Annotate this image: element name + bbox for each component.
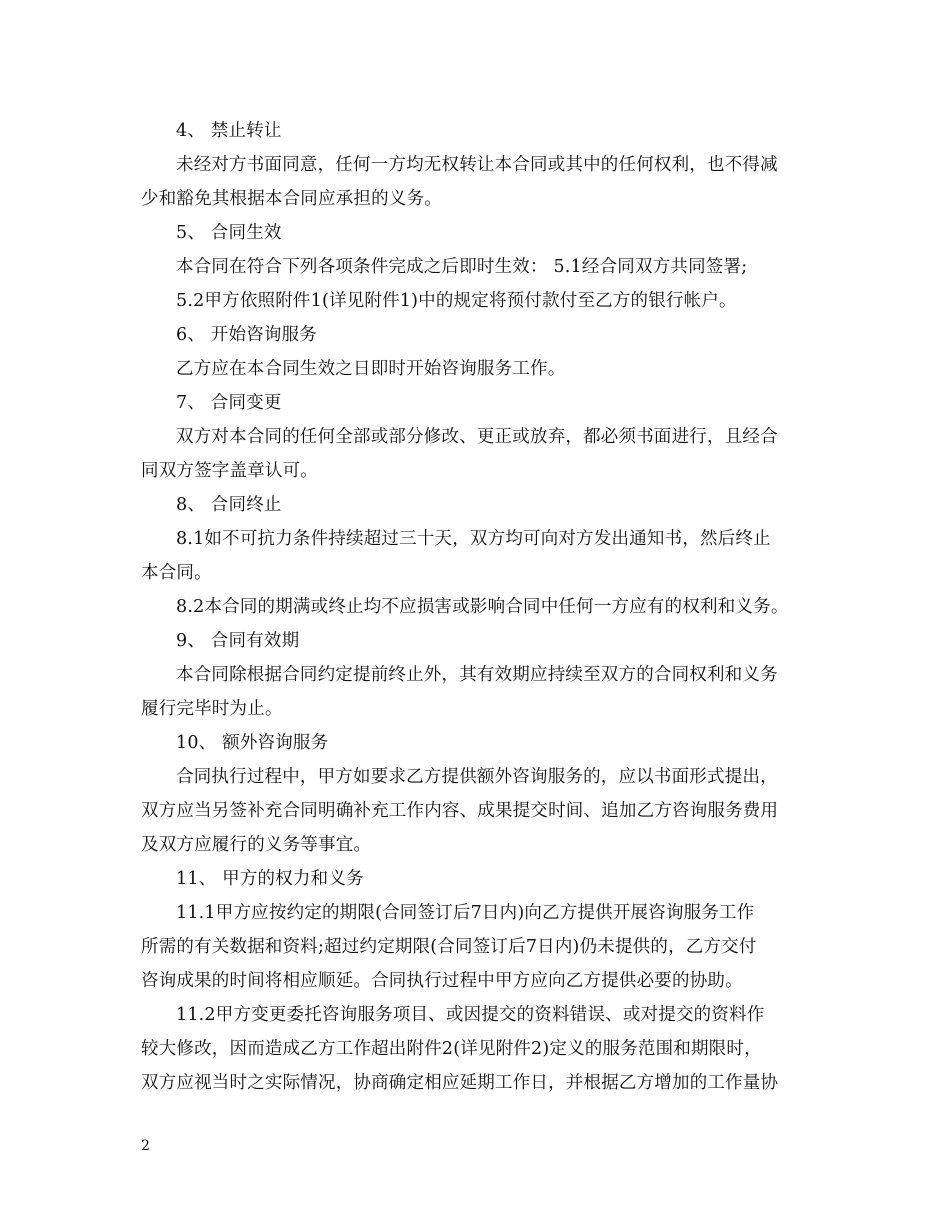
paragraph-line: 未经对方书面同意，任何一方均无权转让本合同或其中的任何权利，也不得减 xyxy=(176,155,778,175)
paragraph-line: 本合同。 xyxy=(141,563,212,583)
paragraph-line: 同双方签字盖章认可。 xyxy=(141,461,318,481)
section-heading-5: 5、 合同生效 xyxy=(176,223,282,243)
section-heading-9: 9、 合同有效期 xyxy=(176,631,300,651)
paragraph-line: 所需的有关数据和资料;超过约定期限(合同签订后7日内)仍未提供的，乙方交付 xyxy=(141,937,757,957)
paragraph-line: 双方应当另签补充合同明确补充工作内容、成果提交时间、追加乙方咨询服务费用 xyxy=(141,801,779,821)
paragraph-line: 8.1如不可抗力条件持续超过三十天，双方均可向对方发出通知书，然后终止 xyxy=(176,529,771,549)
paragraph-line: 11.2甲方变更委托咨询服务项目、或因提交的资料错误、或对提交的资料作 xyxy=(176,1005,765,1025)
paragraph-line: 本合同在符合下列各项条件完成之后即时生效： 5.1经合同双方共同签署; xyxy=(176,257,748,277)
page-number: 2 xyxy=(141,1138,150,1154)
paragraph-line: 及双方应履行的义务等事宜。 xyxy=(141,835,372,855)
paragraph-line: 咨询成果的时间将相应顺延。合同执行过程中甲方应向乙方提供必要的协助。 xyxy=(141,971,743,991)
paragraph-line: 履行完毕时为止。 xyxy=(141,699,283,719)
paragraph-line: 合同执行过程中，甲方如要求乙方提供额外咨询服务的，应以书面形式提出， xyxy=(176,767,778,787)
section-heading-6: 6、 开始咨询服务 xyxy=(176,325,317,345)
paragraph-line: 11.1甲方应按约定的期限(合同签订后7日内)向乙方提供开展咨询服务工作 xyxy=(176,903,755,923)
section-heading-7: 7、 合同变更 xyxy=(176,393,282,413)
section-heading-8: 8、 合同终止 xyxy=(176,495,282,515)
section-heading-11: 11、 甲方的权力和义务 xyxy=(176,869,364,889)
paragraph-line: 8.2本合同的期满或终止均不应损害或影响合同中任何一方应有的权利和义务。 xyxy=(176,597,789,617)
paragraph-line: 较大修改，因而造成乙方工作超出附件2(详见附件2)定义的服务范围和期限时， xyxy=(141,1039,762,1059)
paragraph-line: 双方对本合同的任何全部或部分修改、更正或放弃，都必须书面进行，且经合 xyxy=(176,427,778,447)
section-heading-4: 4、 禁止转让 xyxy=(176,121,282,141)
paragraph-line: 本合同除根据合同约定提前终止外，其有效期应持续至双方的合同权利和义务 xyxy=(176,665,778,685)
paragraph-line: 少和豁免其根据本合同应承担的义务。 xyxy=(141,189,442,209)
section-heading-10: 10、 额外咨询服务 xyxy=(176,733,329,753)
paragraph-line: 乙方应在本合同生效之日即时开始咨询服务工作。 xyxy=(176,359,566,379)
paragraph-line: 5.2甲方依照附件1(详见附件1)中的规定将预付款付至乙方的银行帐户。 xyxy=(176,291,737,311)
paragraph-line: 双方应视当时之实际情况，协商确定相应延期工作日，并根据乙方增加的工作量协 xyxy=(141,1073,779,1093)
